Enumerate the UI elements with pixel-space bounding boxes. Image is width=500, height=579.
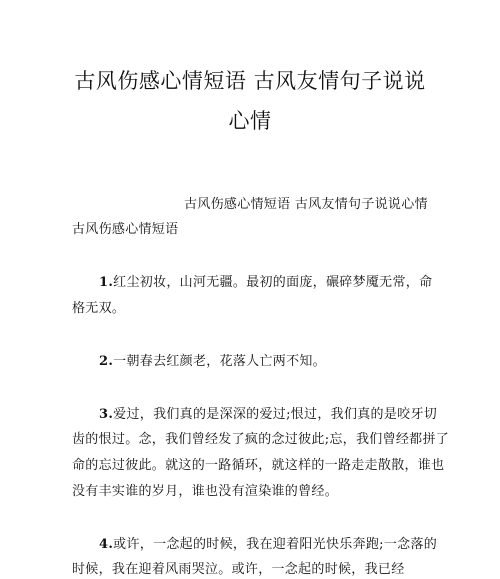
item-3-line-2: 齿的恨过。念，我们曾经发了疯的念过彼此;忘，我们曾经都拼了 [72, 432, 450, 447]
item-2-line-1 [99, 353, 326, 371]
section-heading: 古风伤感心情短语 [72, 222, 179, 237]
item-3-line-3: 命的忘过彼此。就这的一路循环，就这样的一路走走散散，谁也 [72, 458, 445, 473]
item-4-line-2: 时候，我在迎着风雨哭泣。或许，一念起的时候，我已经 [72, 562, 405, 577]
item-1-text-1: 红尘初妆，山河无疆。最初的面庞，碾碎梦魇无常，命 [113, 275, 433, 290]
item-4-text-1: 或许，一念起的时候，我在迎着阳光快乐奔跑;一念落的 [113, 537, 438, 552]
item-3-line-1 [99, 406, 437, 424]
item-1-line-2: 格无双。 [72, 301, 126, 316]
item-3-text-1: 爱过，我们真的是深深的爱过;恨过，我们真的是咬牙切 [113, 407, 438, 422]
document-subtitle: 古风伤感心情短语 古风友情句子说说心情 [184, 197, 428, 212]
item-1-number: 1. [99, 275, 114, 290]
document-title-line-1: 古风伤感心情短语 古风友情句子说说 [74, 69, 426, 93]
item-3-number: 3. [99, 407, 114, 422]
item-4-number: 4. [99, 537, 114, 552]
item-4-line-1 [99, 536, 437, 554]
item-3-line-4: 没有丰实谁的岁月，谁也没有渲染谁的曾经。 [72, 484, 339, 499]
item-1-line-1 [99, 274, 432, 292]
item-2-number: 2. [99, 354, 114, 369]
document-title-line-2: 心情 [228, 109, 272, 133]
item-2-text-1: 一朝春去红颜老，花落人亡两不知。 [113, 354, 326, 369]
